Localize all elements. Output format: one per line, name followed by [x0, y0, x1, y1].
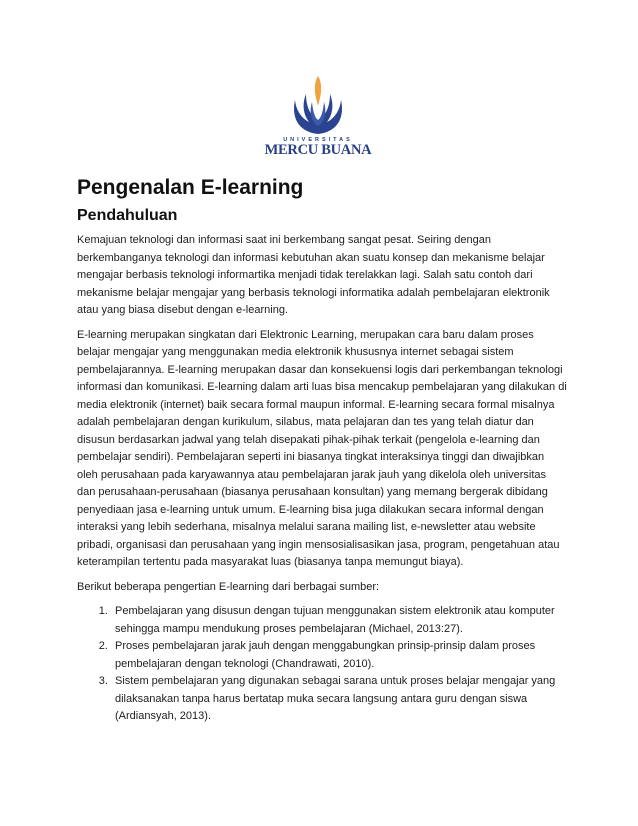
page-title: Pengenalan E-learning — [77, 176, 304, 199]
university-logo — [262, 76, 374, 168]
logo-caption: UNIVERSITAS — [283, 137, 353, 143]
list-item: 2. Proses pembelajaran jarak jauh dengan menggabungkan prinsip-prinsip dalam proses pembelajaran dengan teknologi (Chandrawati, 2010). — [111, 638, 567, 673]
definition-list — [77, 603, 567, 726]
section-heading: Pendahuluan — [77, 207, 178, 224]
paragraph-list-intro: Berikut beberapa pengertian E-learning dari berbagai sumber: — [77, 580, 380, 593]
paragraph-definition: E-learning merupakan singkatan dari Elektronic Learning, merupakan cara baru dalam proses belajar mengajar yang menggunakan media elektronik khususnya internet sebagai sistem pembelajarannya. E-learning merupakan dasar dan konsekuensi logis dari perkembangan teknologi informasi dan komunikasi. E-learning dalam arti luas bisa mencakup pembelajaran yang dilakukan di media elektronik (internet) baik secara formal maupun informal. E-learning secara formal misalnya adalah pembelajaran dengan kurikulum, silabus, mata pelajaran dan tes yang telah diatur dan disusun berdasarkan jadwal yang telah disepakati pihak-pihak terkait (pengelola e-learning dan pembelajar sendiri). Pembelajaran seperti ini biasanya tingkat interaksinya tinggi dan diwajibkan oleh perusahaan pada karyawannya atau pembelajaran jarak jauh yang dikelola oleh universitas dan perusahaan-perusahaan (biasanya perusahaan konsultan) yang memang bergerak dibidang penyediaan jasa e-learning untuk umum. E-learning bisa juga dilakukan secara informal dengan interaksi yang lebih sederhana, misalnya melalui sarana mailing list, e-newsletter atau website pribadi, organisasi dan perusahaan yang ingin mensosialisasikan jasa, program, pengetahuan atau keterampilan tertentu pada masyarakat luas (biasanya tanpa memungut biaya). — [77, 328, 567, 568]
mercu-buana-emblem-icon — [289, 76, 347, 136]
list-item: 1. Pembelajaran yang disusun dengan tujuan menggunakan sistem elektronik atau komputer sehingga mampu mendukung proses pembelajaran (Michael, 2013:27). — [111, 603, 567, 638]
list-item: 3. Sistem pembelajaran yang digunakan sebagai sarana untuk proses belajar mengajar yang dilaksanakan tanpa harus bertatap muka secara langsung antara guru dengan siswa (Ardiansyah, 2013). — [111, 673, 567, 726]
logo-name: MERCU BUANA — [264, 142, 372, 158]
document-body — [77, 176, 567, 726]
paragraph-intro: Kemajuan teknologi dan informasi saat ini berkembang sangat pesat. Seiring dengan berkembanganya teknologi dan informasi kebutuhan akan suatu konsep dan mekanisme belajar mengajar berbasis teknologi informartika menjadi tidak terelakkan lagi. Salah satu contoh dari mekanisme belajar mengajar yang berbasis teknologi informatika adalah pembelajaran elektronik atau yang biasa disebut dengan e-learning. — [77, 234, 550, 316]
